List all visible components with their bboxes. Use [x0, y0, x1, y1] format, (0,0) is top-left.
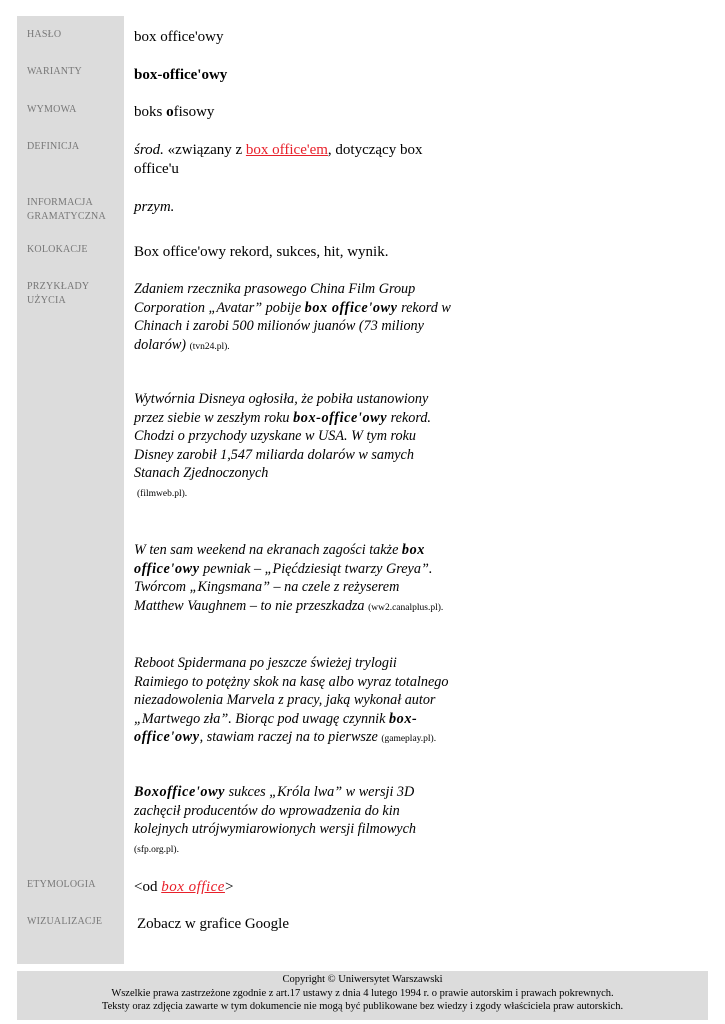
example-text: sukces „Króla lwa” w wersji 3D zachęcił producentów do wprowadzenia do kin kolejnych utrójwymiarowionych wersji filmowych	[134, 784, 416, 838]
definition-text: , dotyczący box office'u	[134, 142, 423, 177]
etymology	[134, 878, 464, 897]
example-keyword: box-office'owy	[134, 710, 418, 746]
example-source: (filmweb.pl).	[137, 488, 188, 499]
example-source: (ww2.canalplus.pl).	[368, 602, 444, 613]
pronunciation-part: boks	[134, 104, 167, 120]
pronunciation-stress: o	[166, 104, 174, 120]
example-text: , stawiam raczej na to pierwsze	[199, 729, 378, 746]
headword: box office'owy	[134, 29, 224, 45]
pronunciation	[134, 103, 464, 122]
label-line: INFORMACJA	[27, 197, 93, 208]
variant: box-office'owy	[134, 67, 228, 83]
label-wymowa: WYMOWA	[27, 104, 77, 115]
example-2	[134, 390, 446, 504]
definition-text: «związany z	[163, 142, 246, 158]
grammar-info: przym.	[134, 199, 175, 215]
example-source: (sfp.org.pl).	[134, 844, 179, 855]
label-line: UŻYCIA	[27, 295, 66, 306]
example-text: Zdaniem rzecznika prasowego China Film Group Corporation „Avatar” pobije	[134, 281, 416, 316]
definition-qualifier: środ.	[134, 142, 164, 158]
example-5	[134, 783, 456, 859]
example-3	[134, 541, 452, 617]
footer-rights: Wszelkie prawa zastrzeżone zgodnie z art.17 ustawy z dnia 4 lutego 1994 r. o prawie autorskim i prawach pokrewnych.	[111, 987, 614, 999]
example-keyword: box-office'owy	[293, 409, 388, 426]
example-keyword: box office'owy	[304, 299, 398, 316]
example-source: (tvn24.pl).	[189, 341, 230, 352]
pronunciation-part: fisowy	[173, 104, 215, 120]
example-text: pewniak – „Pięćdziesiąt twarzy Greya”. Twórcom „Kingsmana” – na czele z reżyserem Matthew Vaughnem – to nie przeszkadza	[134, 560, 433, 614]
definition-link[interactable]: box office'em	[245, 142, 328, 158]
collocations: Box office'owy rekord, sukces, hit, wynik.	[134, 244, 389, 260]
label-column	[17, 16, 124, 964]
example-text: Wytwórnia Disneya ogłosiła, że pobiła ustanowiony przez siebie w zeszłym roku	[134, 391, 429, 426]
example-text: Reboot Spidermana po jeszcze świeżej trylogii Raimiego to potężny skok na kasę albo wyraz totalnego niezadowolenia Marvela z pracy, jaką wykonał autor „Martwego zła”. Biorąc pod uwagę czynnik	[134, 655, 449, 727]
footer	[17, 971, 708, 1020]
label-kolokacje: KOLOKACJE	[27, 244, 88, 255]
label-line: PRZYKŁADY	[27, 281, 90, 292]
label-warianty: WARIANTY	[27, 66, 82, 77]
example-source: (gameplay.pl).	[381, 734, 437, 745]
example-text: W ten sam weekend na ekranach zagości także	[134, 542, 402, 558]
definition	[134, 141, 424, 178]
label-haslo: HASŁO	[27, 29, 62, 40]
example-text: rekord. Chodzi o przychody uzyskane w USA. W tym roku Disney zarobił 1,547 miliarda dolarów w samych Stanach Zjednoczonych	[134, 409, 431, 482]
footer-copyright: Copyright © Uniwersytet Warszawski	[282, 974, 443, 985]
label-wizualizacje: WIZUALIZACJE	[27, 916, 103, 927]
label-etymologia: ETYMOLOGIA	[27, 879, 96, 890]
example-4	[134, 654, 450, 749]
example-keyword: box office'owy	[134, 542, 426, 577]
label-definicja: DEFINICJA	[27, 141, 80, 152]
label-informacja	[27, 196, 106, 224]
example-keyword: Boxoffice'owy	[134, 784, 226, 800]
etymology-link[interactable]: box office	[161, 879, 225, 895]
example-1	[134, 280, 454, 356]
example-text: rekord w Chinach i zarobi 500 milionów juanów (73 miliony dolarów)	[134, 299, 451, 353]
label-line: GRAMATYCZNA	[27, 211, 106, 222]
google-images-link[interactable]: Zobacz w grafice Google	[137, 916, 290, 932]
etymology-text: >	[224, 879, 234, 895]
etymology-text: <od	[134, 879, 162, 895]
label-przyklady	[27, 280, 89, 308]
footer-notice: Teksty oraz zdjęcia zawarte w tym dokumencie nie mogą być publikowane bez wiedzy i zgody właściciela praw autorskich.	[101, 1001, 624, 1012]
